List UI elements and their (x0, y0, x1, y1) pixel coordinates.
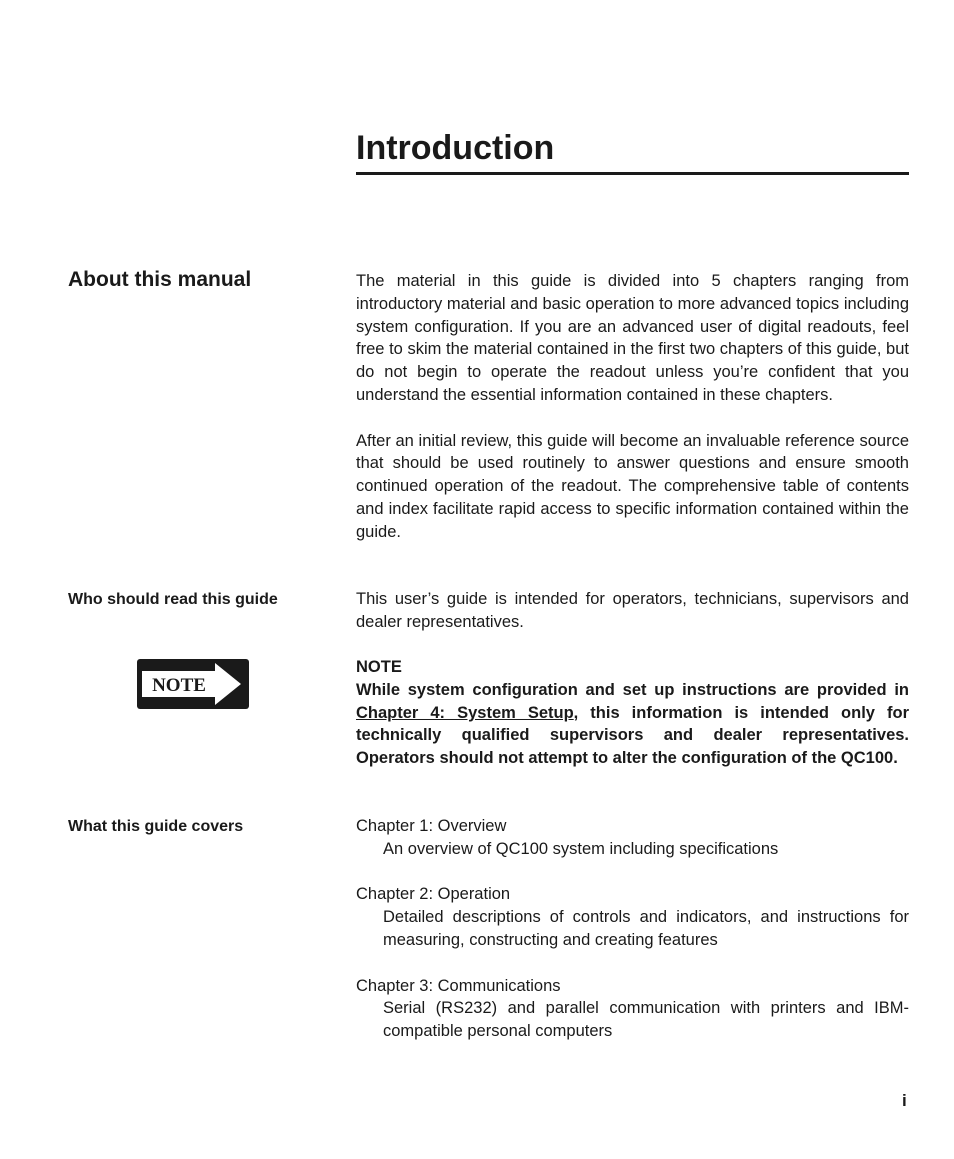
chapter-title: Chapter 1: Overview (356, 817, 507, 835)
chapter-description: An overview of QC100 system including specifications (383, 839, 779, 858)
note-label: NOTE (356, 658, 402, 676)
list-item (356, 815, 909, 861)
note-body (356, 656, 909, 770)
about-paragraph-2: After an initial review, this guide will become an invaluable reference source that should be used routinely to answer questions and ensure smooth continued operation of the readout. The comprehensive table of contents and index facilitate rapid access to specific information contained within the guide. (356, 431, 909, 541)
chapter-4-link[interactable]: Chapter 4: System Setup (356, 703, 574, 722)
section-heading-covers: What this guide covers (68, 818, 244, 835)
chapter-title: Chapter 2: Operation (356, 885, 511, 904)
chapter-title: Chapter 3: Communications (356, 976, 561, 995)
page-number: i (902, 1091, 907, 1110)
chapter-description: Serial (RS232) and parallel communication with printers and IBM-compatible personal computers (383, 999, 909, 1041)
chapter-list (356, 815, 909, 1043)
note-graphic-label: NOTE (152, 675, 206, 696)
title-rule (356, 172, 909, 175)
note-text (356, 679, 909, 770)
who-body (356, 588, 909, 634)
list-item (356, 883, 909, 951)
page-title: Introduction (356, 129, 555, 167)
list-item (356, 975, 909, 1043)
who-paragraph: This user’s guide is intended for operators, technicians, supervisors and dealer representatives. (356, 590, 909, 631)
note-arrow-icon (137, 659, 249, 709)
chapter-description: Detailed descriptions of controls and indicators, and instructions for measuring, constructing and creating features (383, 908, 909, 949)
about-body (356, 270, 909, 544)
about-paragraph-1: The material in this guide is divided into 5 chapters ranging from introductory material and basic operation to more advanced topics including system configuration. If you are an advanced user of digital readouts, feel free to skim the material contained in the first two chapters of this guide, but do not begin to operate the readout unless you’re confident that you understand the essential information contained in these chapters. (356, 272, 909, 404)
section-heading-about: About this manual (68, 268, 252, 291)
note-text-after: , this information is intended only for technically qualified supervisors and dealer representatives. Operators should not attempt to alter the configuration of the QC100. (356, 703, 909, 768)
section-heading-who: Who should read this guide (68, 591, 278, 608)
note-text-before: While system configuration and set up instructions are provided in (356, 680, 909, 699)
